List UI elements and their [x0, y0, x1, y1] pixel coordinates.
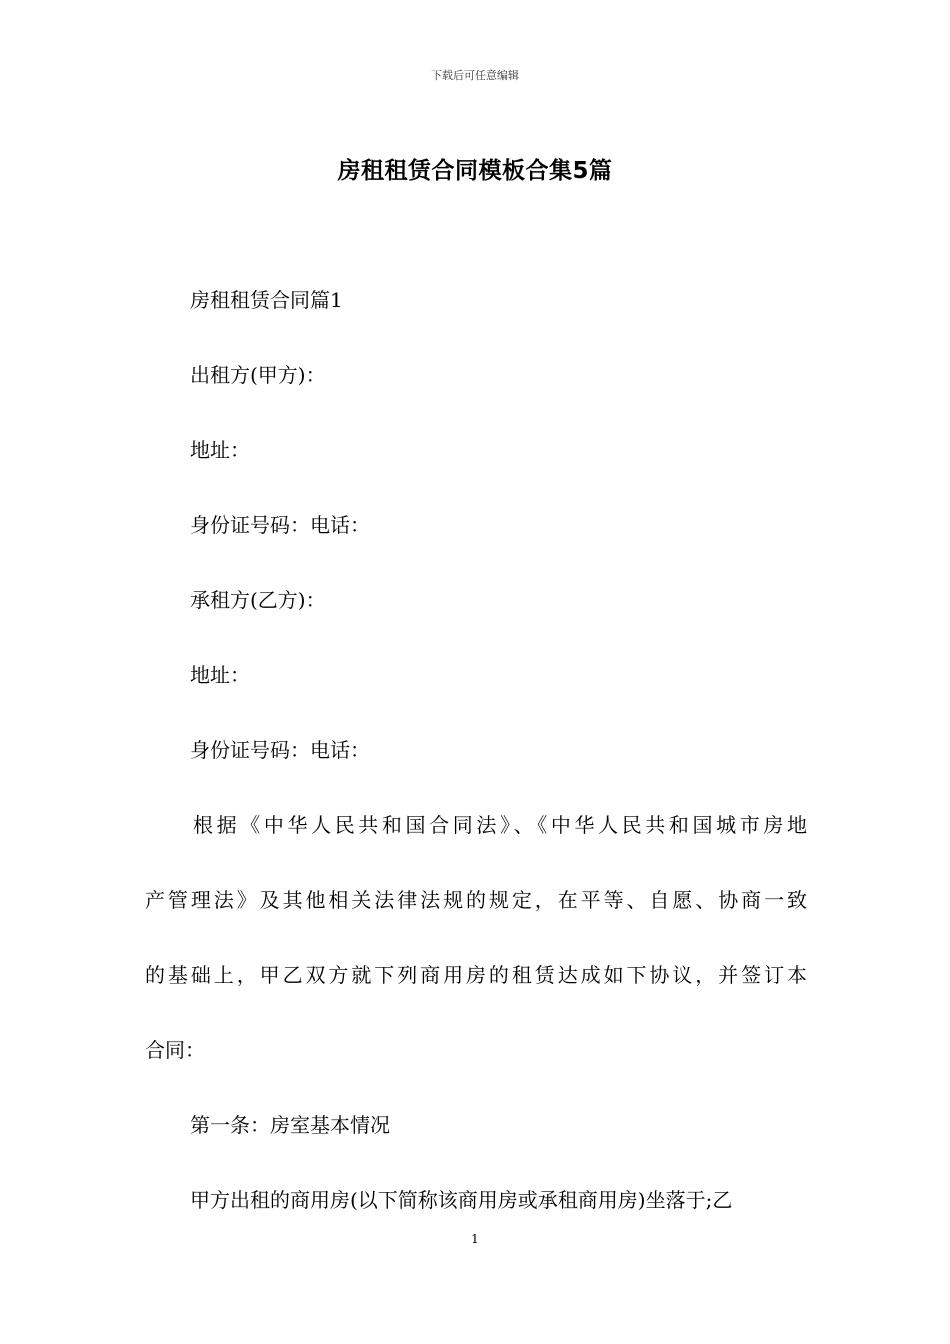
- article1-text: 甲方出租的商用房(以下简称该商用房或承租商用房)坐落于;乙: [190, 1188, 733, 1212]
- lessee-label: 承租方(乙方)：: [190, 588, 326, 612]
- paragraph-line: 产管理法》及其他相关法律法规的规定，在平等、自愿、协商一致: [145, 888, 807, 912]
- paragraph-line: 合同：: [145, 1038, 205, 1062]
- intro-paragraph: [145, 805, 807, 1105]
- lessor-label: 出租方(甲方)：: [190, 363, 326, 387]
- lessee-address: 地址：: [190, 663, 250, 687]
- lessee-id-phone: 身份证号码：电话：: [190, 738, 370, 762]
- paragraph-line: 的基础上，甲乙双方就下列商用房的租赁达成如下协议，并签订本: [145, 963, 807, 987]
- page-number: 1: [471, 1232, 479, 1246]
- section-heading: 房租租赁合同篇1: [190, 288, 343, 312]
- lessor-id-phone: 身份证号码：电话：: [190, 513, 370, 537]
- lessor-address: 地址：: [190, 438, 250, 462]
- article1-heading: 第一条：房室基本情况: [190, 1113, 390, 1137]
- document-body: [145, 280, 807, 1255]
- header-note: 下载后可任意编辑: [431, 69, 519, 82]
- paragraph-line: 根据《中华人民共和国合同法》、《中华人民共和国城市房地: [193, 813, 807, 837]
- document-title: 房租租赁合同模板合集5篇: [337, 158, 613, 184]
